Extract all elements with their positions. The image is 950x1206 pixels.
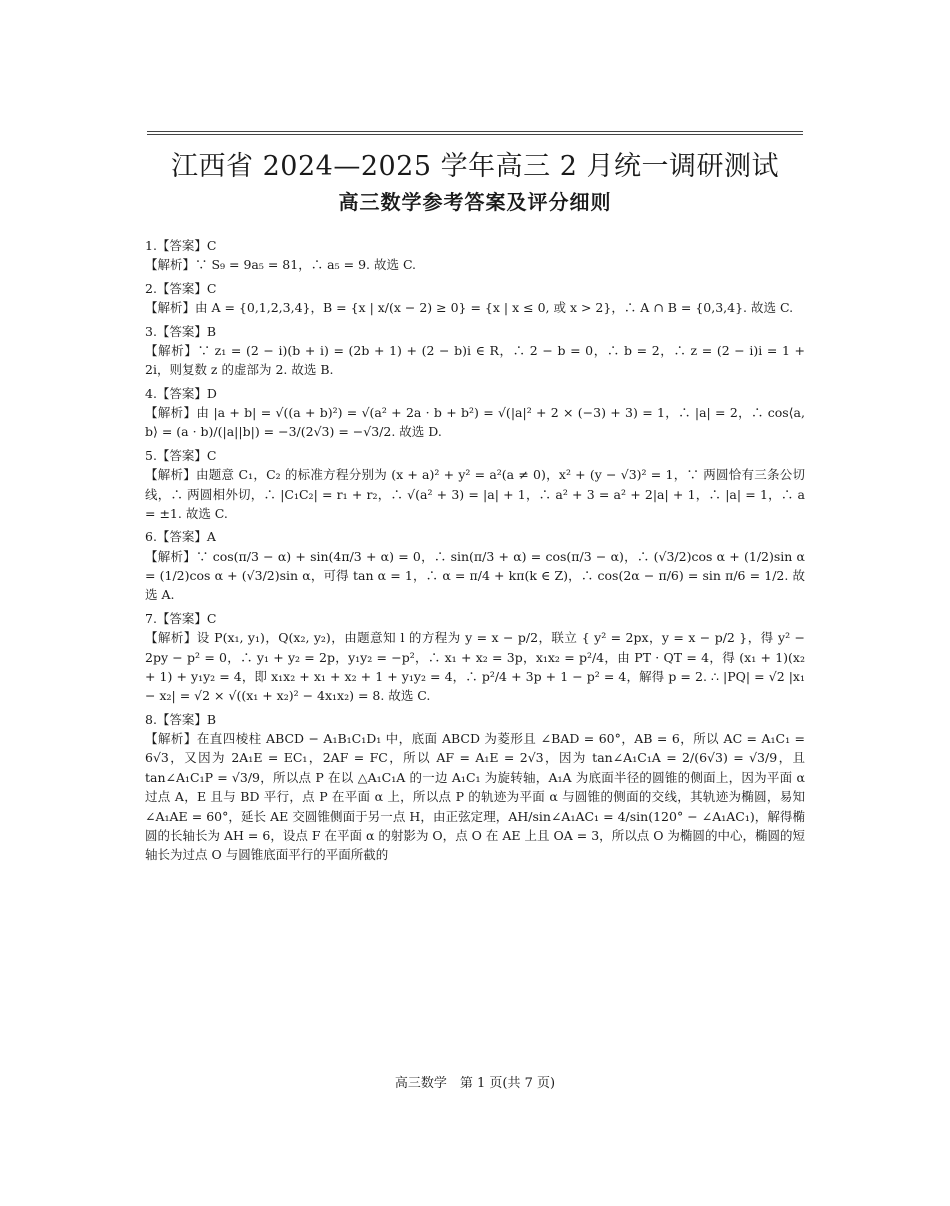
question-answer: 6.【答案】A (145, 529, 216, 545)
question-explanation: 【解析】由 |a + b| = √((a + b)²) = √(a² + 2a · b + b²) = √(|a|² + 2 × (−3) + 3) = 1，∴ |a| = 2，∴ cos⟨a, b⟩ = (a · b)/(|a||b|) = −3/(2√3) = −√3/2. 故选 D. (145, 405, 805, 440)
question-5 (145, 446, 805, 524)
question-3 (145, 322, 805, 380)
page-footer: 高三数学 第 1 页(共 7 页) (394, 1076, 556, 1091)
question-8 (145, 710, 805, 865)
top-rule-2 (147, 134, 803, 135)
question-6 (145, 527, 805, 605)
question-explanation: 【解析】∵ S₉ = 9a₅ = 81，∴ a₅ = 9. 故选 C. (145, 257, 417, 273)
question-explanation: 【解析】设 P(x₁, y₁)，Q(x₂, y₂)，由题意知 l 的方程为 y = x − p/2，联立 { y² = 2px，y = x − p/2 }，得 y² − 2py − p² = 0，∴ y₁ + y₂ = 2p，y₁y₂ = −p²，∴ x₁ + x₂ = 3p，x₁x₂ = p²/4，由 PT · QT = 4，得 (x₁ + 1)(x₂ + 1) + y₁y₂ = 4，即 x₁x₂ + x₁ + x₂ + 1 + y₁y₂ = 4，∴ p²/4 + 3p + 1 − p² = 4，解得 p = 2. ∴ |PQ| = √2 |x₁ − x₂| = √2 × √((x₁ + x₂)² − 4x₁x₂) = 8. 故选 C. (145, 630, 805, 704)
document-subtitle: 高三数学参考答案及评分细则 (338, 190, 612, 214)
question-answer: 7.【答案】C (145, 610, 217, 626)
question-explanation: 【解析】在直四棱柱 ABCD − A₁B₁C₁D₁ 中，底面 ABCD 为菱形且 ∠BAD = 60°，AB = 6，所以 AC = A₁C₁ = 6√3，又因为 2A₁E = EC₁，2AF = FC，所以 AF = A₁E = 2√3，因为 tan∠A₁C₁A = 2/(6√3) = √3/9，且 tan∠A₁C₁P = √3/9，所以点 P 在以 △A₁C₁A 的一边 A₁C₁ 为旋转轴，A₁A 为底面半径的圆锥的侧面上，因为平面 α 过点 A，E 且与 BD 平行，点 P 在平面 α 上，所以点 P 的轨迹为平面 α 与圆锥的侧面的交线，其轨迹为椭圆，易知 ∠A₁AE = 60°，延长 AE 交圆锥侧面于另一点 H，由正弦定理，AH/sin∠A₁AC₁ = 4/sin(120° − ∠A₁AC₁)，解得椭圆的长轴长为 AH = 6，设点 F 在平面 α 的射影为 O，点 O 在 AE 上且 OA = 3，所以点 O 为椭圆的中心，椭圆的短轴长为过点 O 与圆锥底面平行的平面所截的 (145, 731, 805, 863)
question-answer: 1.【答案】C (145, 238, 217, 253)
question-explanation: 【解析】∵ cos(π/3 − α) + sin(4π/3 + α) = 0，∴ sin(π/3 + α) = cos(π/3 − α)，∴ (√3/2)cos α + (1/2)sin α = (1/2)cos α + (√3/2)sin α，可得 tan α = 1，∴ α = π/4 + kπ(k ∈ Z)，∴ cos(2α − π/6) = sin π/6 = 1/2. 故选 A. (145, 548, 805, 603)
question-answer: 3.【答案】B (145, 323, 217, 339)
question-7 (145, 609, 805, 706)
answer-list (145, 232, 805, 869)
question-answer: 4.【答案】D (145, 385, 217, 401)
question-answer: 5.【答案】C (145, 447, 217, 463)
question-2 (145, 279, 805, 318)
question-explanation: 【解析】由 A = {0,1,2,3,4}，B = {x | x/(x − 2) ≥ 0} = {x | x ≤ 0, 或 x > 2}，∴ A ∩ B = {0,3,4}. 故选 C. (145, 300, 794, 316)
question-answer: 2.【答案】C (145, 280, 217, 296)
question-answer: 8.【答案】B (145, 711, 217, 727)
question-1 (145, 236, 805, 275)
top-rule-1 (147, 131, 803, 132)
document-title: 江西省 2024—2025 学年高三 2 月统一调研测试 (171, 151, 779, 182)
question-4 (145, 384, 805, 442)
question-explanation: 【解析】∵ z₁ = (2 − i)(b + i) = (2b + 1) + (2 − b)i ∈ R，∴ 2 − b = 0，∴ b = 2，∴ z = (2 − i)i = 1 + 2i，则复数 z 的虚部为 2. 故选 B. (145, 342, 805, 378)
question-explanation: 【解析】由题意 C₁，C₂ 的标准方程分别为 (x + a)² + y² = a²(a ≠ 0)，x² + (y − √3)² = 1，∵ 两圆恰有三条公切线，∴ 两圆相外切，∴ |C₁C₂| = r₁ + r₂，∴ √(a² + 3) = |a| + 1，∴ a² + 3 = a² + 2|a| + 1，∴ |a| = 1，∴ a = ±1. 故选 C. (145, 467, 805, 521)
